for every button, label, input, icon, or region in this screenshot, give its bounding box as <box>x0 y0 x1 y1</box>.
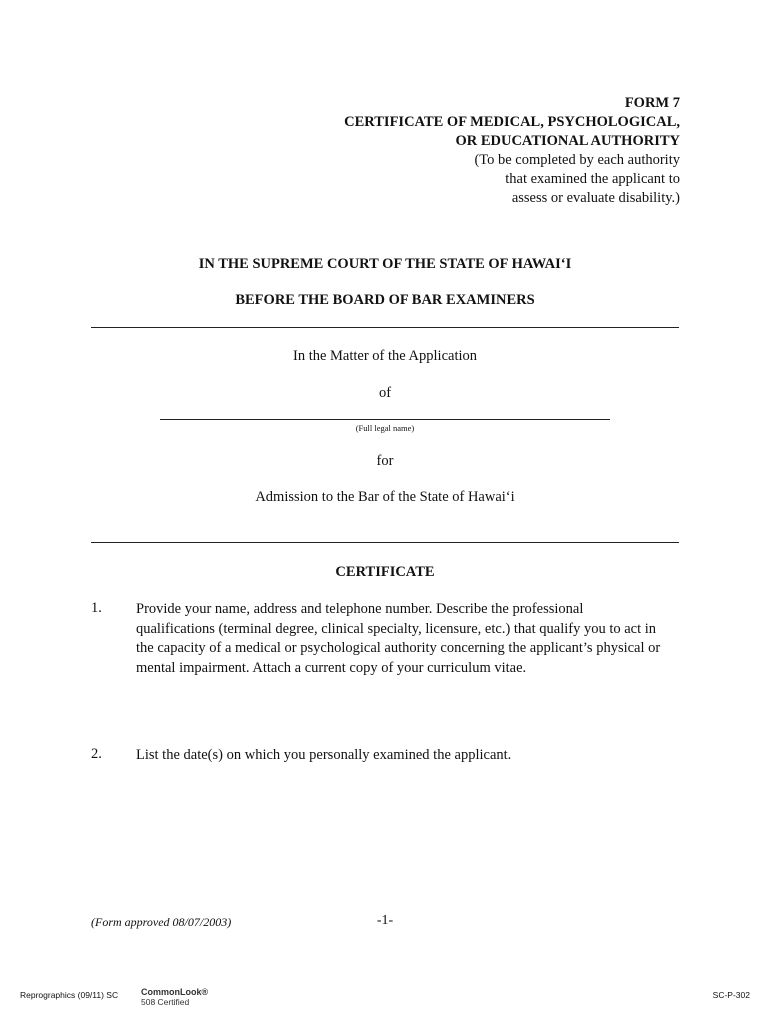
page-number: -1- <box>376 913 394 928</box>
item-1-line: the capacity of a medical or psychological authority concerning the applicant’s physical or <box>136 640 661 656</box>
admission-text: Admission to the Bar of the State of Hawaiʻi <box>255 489 515 505</box>
form-approved-date: (Form approved 08/07/2003) <box>91 915 232 929</box>
for-text: for <box>376 453 394 469</box>
divider-top <box>91 327 679 328</box>
item-1-line: mental impairment. Attach a current copy of your curriculum vitae. <box>136 659 527 676</box>
board-heading: BEFORE THE BOARD OF BAR EXAMINERS <box>235 292 535 308</box>
item-2-line: List the date(s) on which you personally examined the applicant. <box>136 747 512 763</box>
item-1-number: 1. <box>91 600 102 616</box>
commonlook-logo <box>141 987 208 1007</box>
reprographics-note: Reprographics (09/11) SC <box>20 990 119 1000</box>
item-1-text <box>136 600 681 678</box>
court-heading: IN THE SUPREME COURT OF THE STATE OF HAWAIʻI <box>198 256 572 272</box>
divider-bottom <box>91 542 679 543</box>
matter-text: In the Matter of the Application <box>292 348 478 364</box>
item-2-text <box>136 746 681 766</box>
item-1-line: Provide your name, address and telephone number. Describe the professional <box>136 601 584 617</box>
form-note-line-2: that examined the applicant to <box>505 171 680 187</box>
item-1-line: qualifications (terminal degree, clinical specialty, licensure, etc.) that qualify you to act in <box>136 620 657 637</box>
form-code: SC-P-302 <box>712 990 750 1000</box>
form-header <box>344 94 680 208</box>
form-title-line-2: OR EDUCATIONAL AUTHORITY <box>455 133 680 149</box>
commonlook-brand: CommonLook® <box>141 987 209 997</box>
item-1-answer-area[interactable] <box>136 690 681 740</box>
form-note-line-1: (To be completed by each authority <box>474 152 680 168</box>
commonlook-cert: 508 Certified <box>141 997 190 1007</box>
item-2-answer-area[interactable] <box>136 772 681 902</box>
item-2-number: 2. <box>91 746 102 762</box>
form-number: FORM 7 <box>624 95 680 111</box>
full-legal-name-label: (Full legal name) <box>355 423 415 433</box>
form-title-line-1: CERTIFICATE OF MEDICAL, PSYCHOLOGICAL, <box>344 114 680 130</box>
certificate-title: CERTIFICATE <box>335 564 435 580</box>
of-text: of <box>378 385 392 401</box>
form-note-line-3: assess or evaluate disability.) <box>511 190 680 206</box>
full-legal-name-field[interactable] <box>160 419 610 420</box>
